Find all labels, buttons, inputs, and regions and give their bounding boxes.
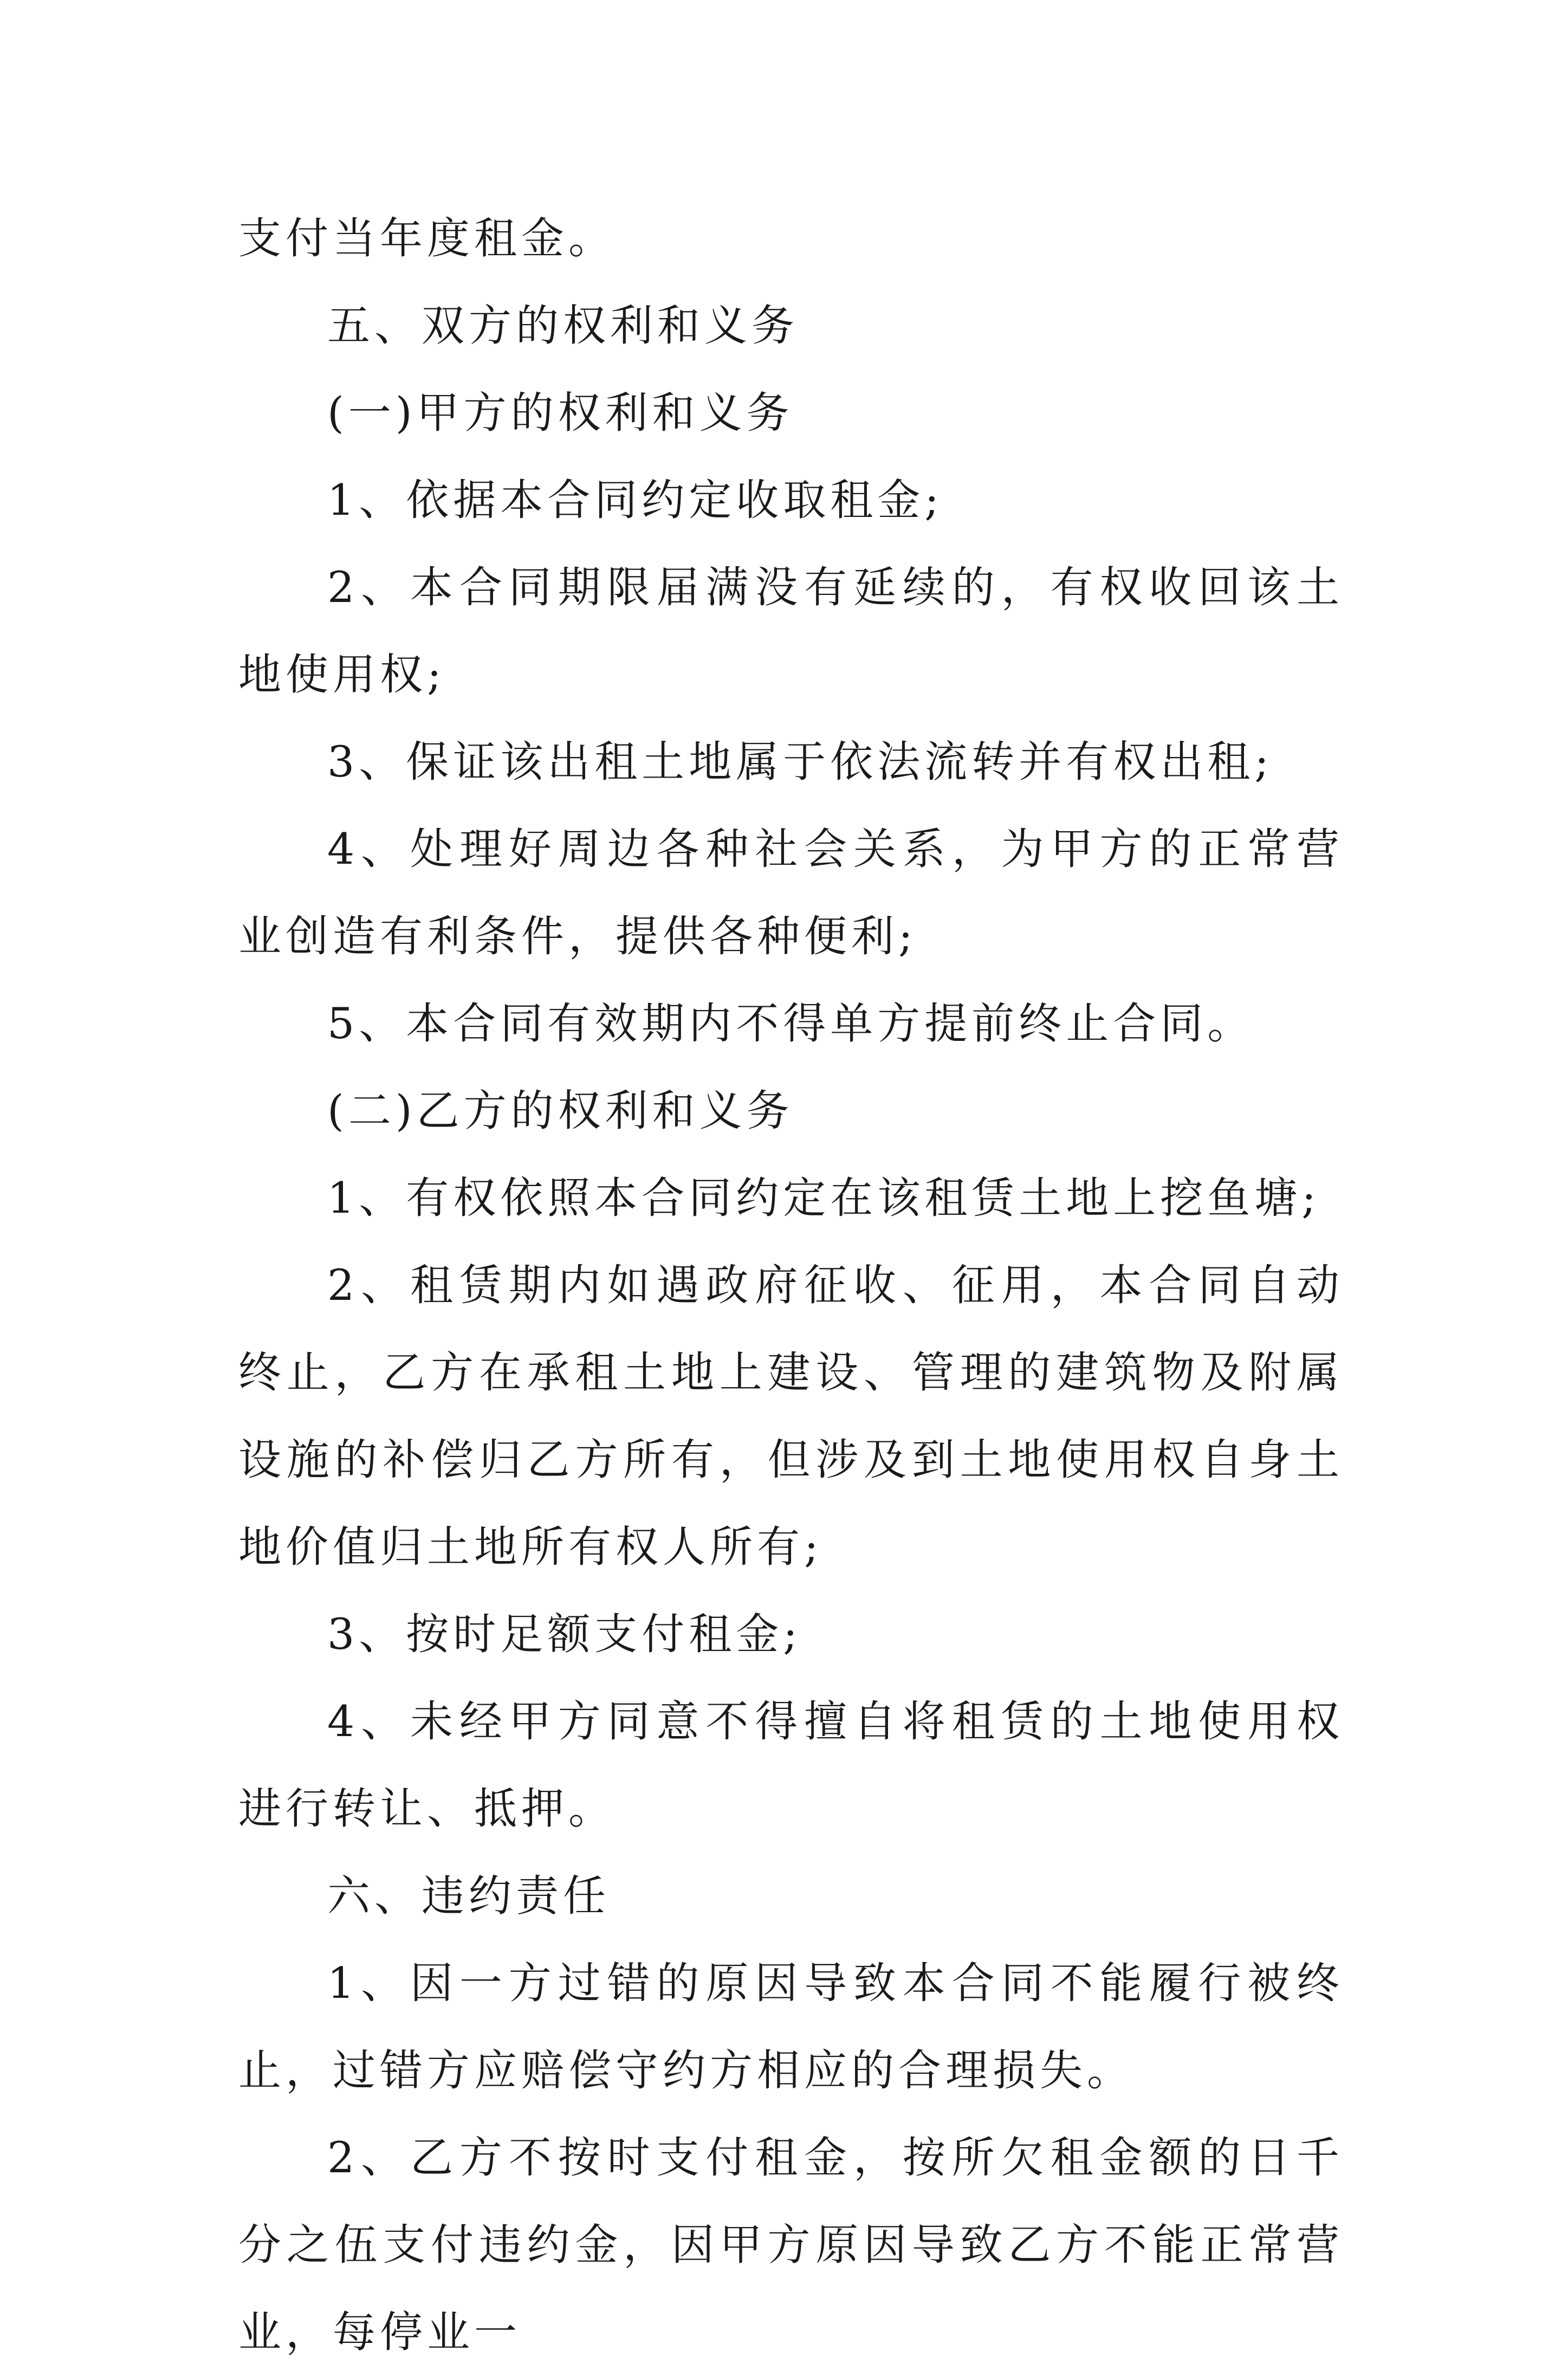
party-a-clause-5: 5、本合同有效期内不得单方提前终止合同。: [327, 999, 1255, 1048]
party-b-clause-1: 1、有权依照本合同约定在该租赁土地上挖鱼塘;: [327, 1173, 1320, 1223]
section-heading-rights-obligations: 五、双方的权利和义务: [327, 301, 799, 351]
party-a-clause-3: 3、保证该出租土地属于依法流转并有权出租;: [327, 737, 1273, 787]
liability-clause-2: 2、乙方不按时支付租金，按所欠租金额的日千分之伍支付违约金，因甲方原因导致乙方不能正常营业，每停业一: [238, 2133, 1344, 2357]
liability-clause-1: 1、因一方过错的原因导致本合同不能履行被终止，过错方应赔偿守约方相应的合理损失。: [238, 1958, 1344, 2095]
party-a-clause-2: 2、本合同期限届满没有延续的，有权收回该土地使用权;: [238, 562, 1344, 700]
party-b-clause-2: 2、租赁期内如遇政府征收、征用，本合同自动终止，乙方在承租土地上建设、管理的建筑物及附属设施的补偿归乙方所有，但涉及到土地使用权自身土地价值归土地所有权人所有;: [238, 1260, 1344, 1572]
document-body: [238, 195, 1344, 2376]
paragraph-rent-payment-continued: 支付当年度租金。: [238, 213, 615, 263]
party-a-clause-1: 1、依据本合同约定收取租金;: [327, 475, 943, 525]
party-b-clause-4: 4、未经甲方同意不得擅自将租赁的土地使用权进行转让、抵押。: [238, 1697, 1344, 1834]
subsection-heading-party-a: (一)甲方的权利和义务: [327, 388, 794, 438]
section-heading-liability: 六、违约责任: [327, 1871, 610, 1921]
party-b-clause-3: 3、按时足额支付租金;: [327, 1609, 802, 1659]
subsection-heading-party-b: (二)乙方的权利和义务: [327, 1086, 794, 1136]
party-a-clause-4: 4、处理好周边各种社会关系，为甲方的正常营业创造有利条件，提供各种便利;: [238, 824, 1344, 961]
